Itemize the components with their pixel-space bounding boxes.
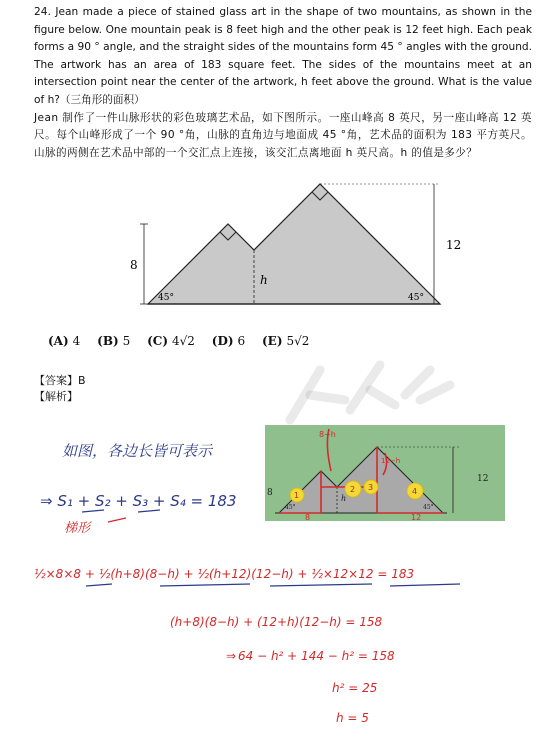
- angle-label-right: 45°: [408, 293, 424, 303]
- height-label-12: 12: [446, 238, 462, 252]
- height-label-8: 8: [130, 258, 138, 272]
- problem-statement: [34, 4, 532, 162]
- choice-d: (D) 6: [211, 334, 246, 348]
- hand-line-3: ½×8×8 + ½(h+8)(8−h) + ½(h+12)(12−h) + ½×12×12 = 183: [34, 567, 415, 581]
- photo-base-8: 8: [305, 513, 311, 521]
- answer-label: 【答案】B: [34, 374, 86, 387]
- marker-3: 3: [368, 483, 374, 492]
- photo-angle-left: 45°: [285, 504, 296, 511]
- photo-angle-right: 45°: [423, 504, 434, 511]
- choice-a: (A) 4: [48, 334, 81, 348]
- photo-label-h: h: [341, 494, 347, 503]
- photo-label-12: 12: [477, 474, 489, 484]
- mountain-figure: [118, 176, 468, 306]
- marker-2: 2: [350, 485, 356, 494]
- height-label-h: h: [260, 273, 268, 287]
- analysis-label: 【解析】: [34, 390, 78, 403]
- hand-line-7: h = 5: [336, 711, 369, 725]
- photo-label-8: 8: [267, 488, 273, 498]
- marker-4: 4: [412, 487, 418, 496]
- handwritten-solution: [0, 410, 540, 736]
- hand-arrow: ⇒: [226, 649, 237, 663]
- hand-note-trapezoid: 梯形: [64, 521, 91, 536]
- choice-c: (C) 4√2: [147, 334, 195, 348]
- choice-b: (B) 5: [97, 334, 131, 348]
- photo-label-12-h: 12−h: [381, 457, 401, 465]
- photo-base-12: 12: [411, 513, 422, 521]
- hand-line-4: (h+8)(8−h) + (12+h)(12−h) = 158: [170, 615, 383, 629]
- hand-line-6: h² = 25: [332, 681, 378, 695]
- mountain-shape: [148, 184, 440, 304]
- angle-label-left: 45°: [158, 293, 174, 303]
- hand-line-2: ⇒ S₁ + S₂ + S₃ + S₄ = 183: [40, 492, 237, 510]
- choice-e: (E) 5√2: [262, 334, 310, 348]
- hand-line-5: 64 − h² + 144 − h² = 158: [238, 649, 395, 663]
- problem-chinese: Jean 制作了一件山脉形状的彩色玻璃艺术品，如下图所示。一座山峰高 8 英尺，另一座山峰高 12 英尺。每个山峰形成了一个 90 °角，山脉的直角边与地面成 45 °角，艺术品的面积为 183 平方英尺。山脉的两侧在艺术品中部的一个交汇点上连接，该交汇点离地面 h 英尺高。h 的值是多少？: [34, 111, 532, 159]
- hand-line-1: 如图，各边长皆可表示: [62, 442, 213, 460]
- answer-choices: [48, 334, 322, 348]
- problem-english: 24. Jean made a piece of stained glass art in the shape of two mountains, as shown in the figure below. One mountain peak is 8 feet high and the other peak is 12 feet high. Each peak forms a 90 ° angle, and the straight sides of the mountains form 45 ° angles with the ground. The artwork has an area of 183 square feet. The sides of the mountains meet at an intersection point near the center of the artwork, h feet above the ground. What is the value of h?（三角形的面积）: [34, 6, 532, 106]
- photo-label-8-h: 8−h: [319, 430, 336, 439]
- marker-1: 1: [294, 491, 300, 500]
